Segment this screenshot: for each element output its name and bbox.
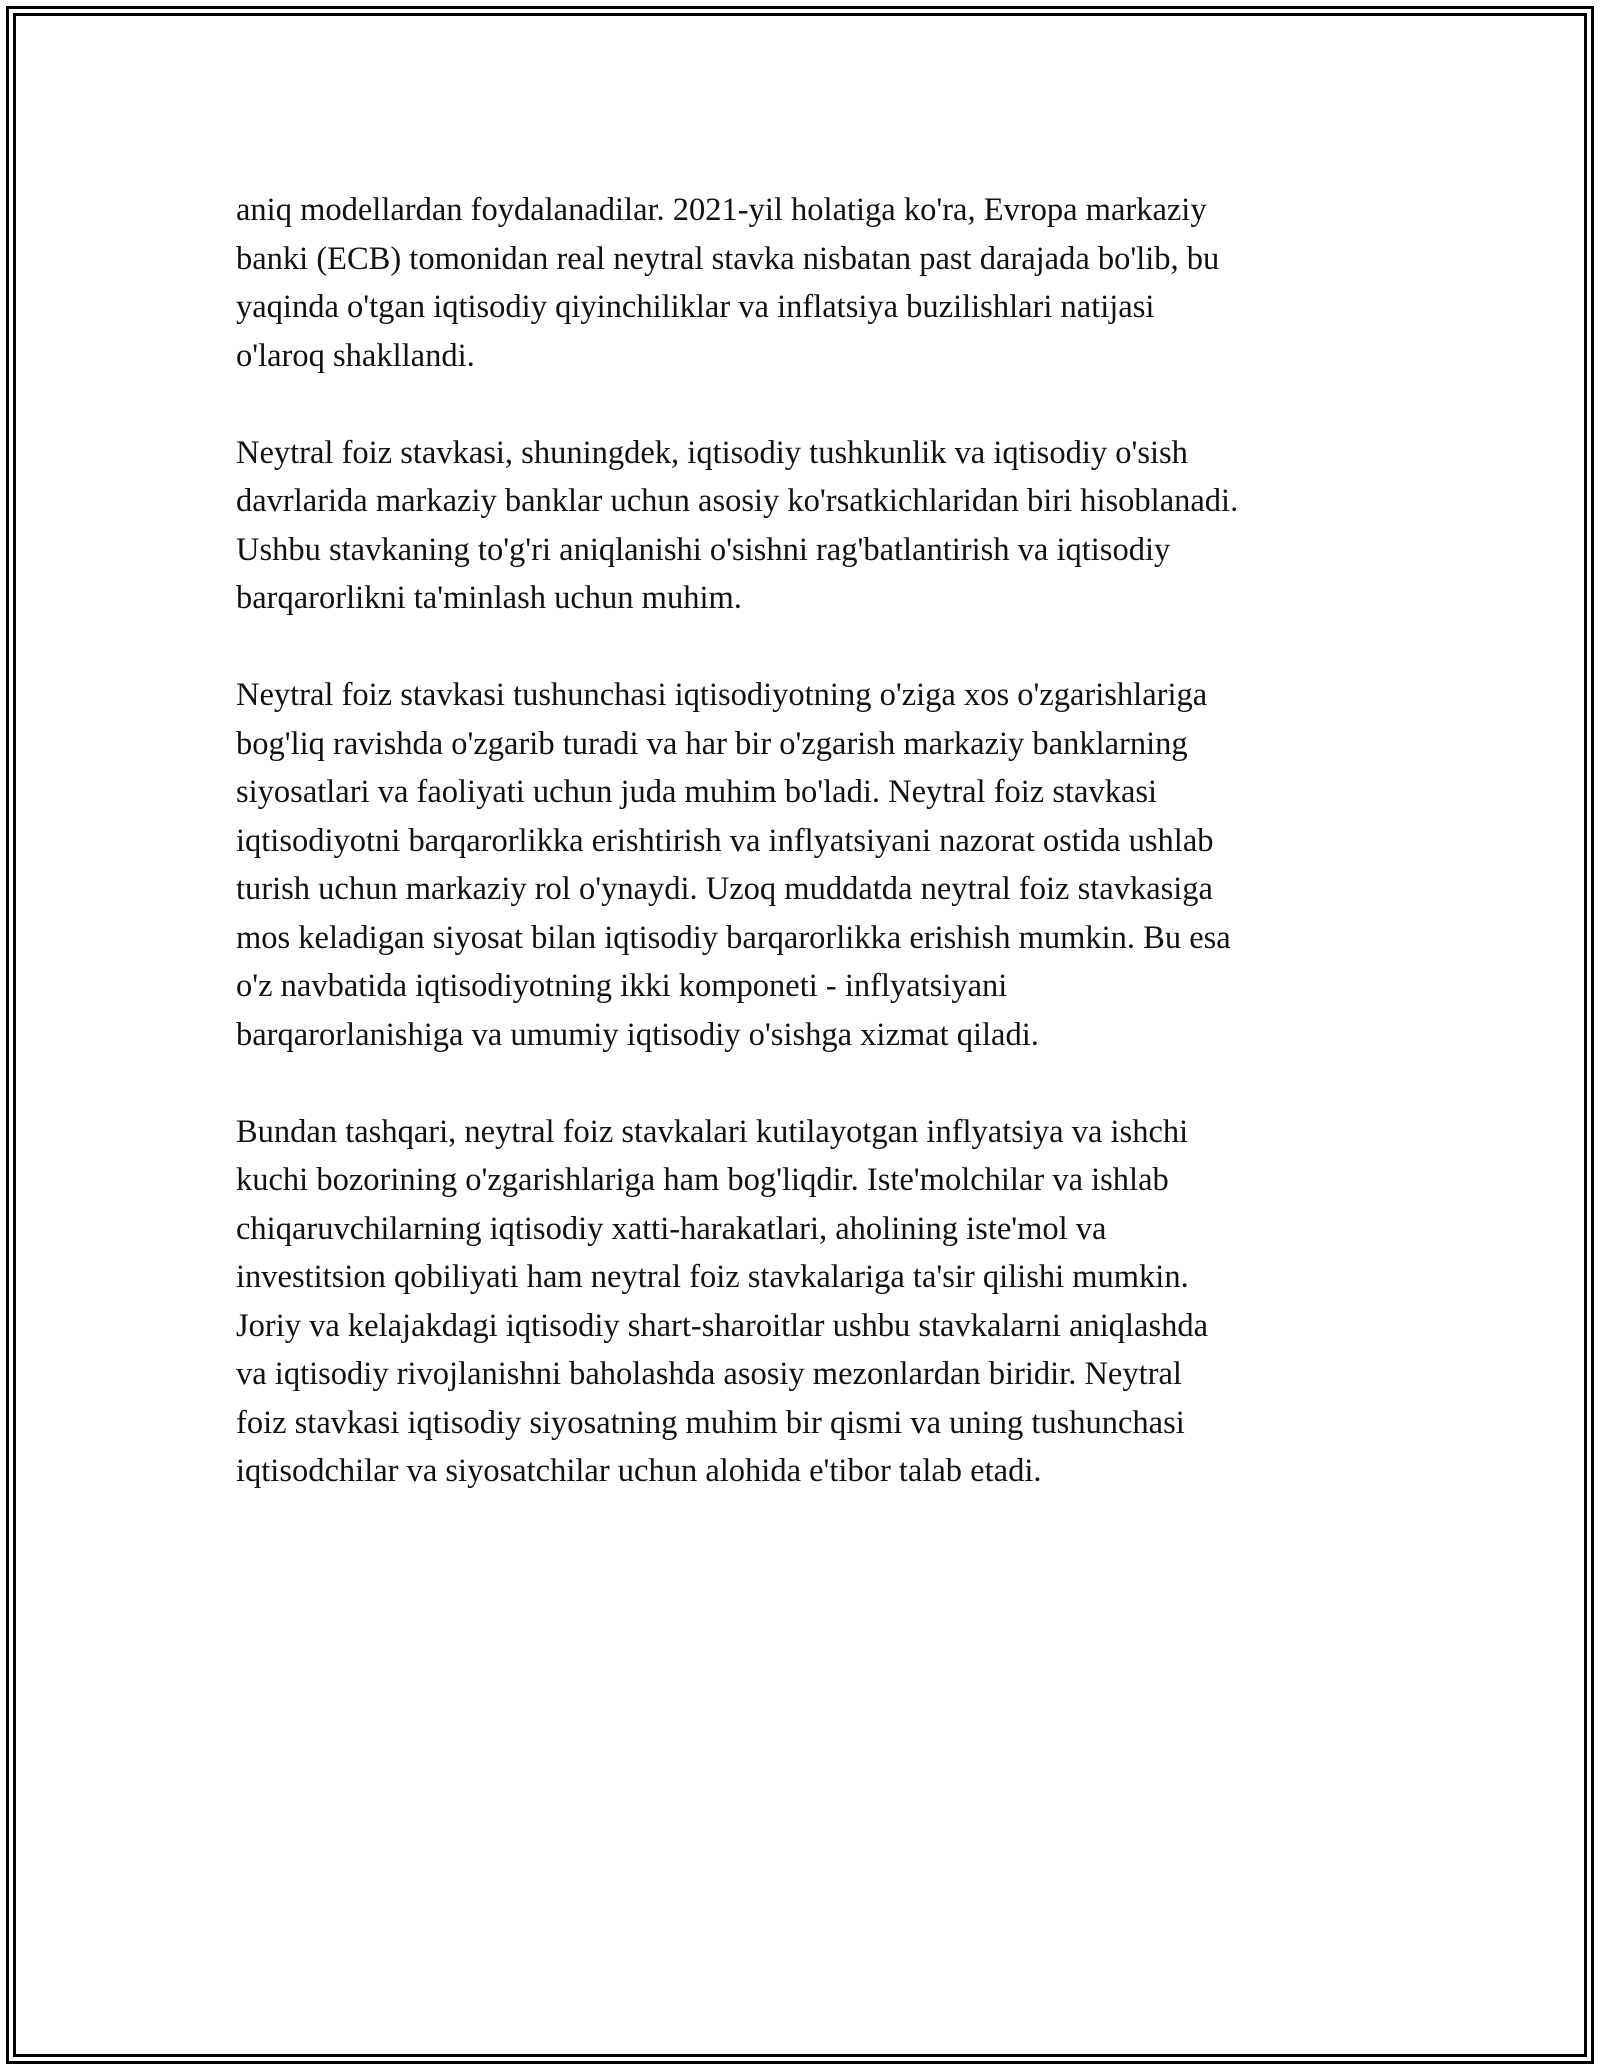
paragraph-3: [236, 671, 1386, 1059]
text-line: bog'liq ravishda o'zgarib turadi va har bir o'zgarish markaziy banklarning: [236, 725, 1188, 762]
text-line: siyosatlari va faoliyati uchun juda muhim bo'ladi. Neytral foiz stavkasi: [236, 774, 1158, 810]
text-line: Neytral foiz stavkasi, shuningdek, iqtisodiy tushkunlik va iqtisodiy o'sish: [236, 434, 1188, 471]
text-line: foiz stavkasi iqtisodiy siyosatning muhim bir qismi va uning tushunchasi: [236, 1404, 1185, 1441]
text-line: iqtisodchilar va siyosatchilar uchun alohida e'tibor talab etadi.: [236, 1453, 1042, 1489]
text-line: Joriy va kelajakdagi iqtisodiy shart-sharoitlar ushbu stavkalarni aniqlashda: [236, 1307, 1209, 1344]
text-line: aniq modellardan foydalanadilar. 2021-yil holatiga ko'ra, Evropa markaziy: [236, 192, 1207, 228]
paragraph-2: [236, 429, 1386, 623]
text-line: Ushbu stavkaning to'g'ri aniqlanishi o'sishni rag'batlantirish va iqtisodiy: [236, 531, 1171, 568]
text-line: yaqinda o'tgan iqtisodiy qiyinchiliklar va inflatsiya buzilishlari natijasi: [236, 289, 1155, 325]
paragraph-1: [236, 186, 1386, 380]
text-line: banki (ECB) tomonidan real neytral stavka nisbatan past darajada bo'lib, bu: [236, 240, 1220, 277]
text-line: iqtisodiyotni barqarorlikka erishtirish va inflyatsiyani nazorat ostida ushlab: [236, 822, 1214, 859]
text-line: o'laroq shakllandi.: [236, 337, 475, 374]
text-line: turish uchun markaziy rol o'ynaydi. Uzoq muddatda neytral foiz stavkasiga: [236, 871, 1213, 907]
text-line: Neytral foiz stavkasi tushunchasi iqtisodiyotning o'ziga xos o'zgarishlariga: [236, 677, 1208, 713]
text-line: mos keladigan siyosat bilan iqtisodiy barqarorlikka erishish mumkin. Bu esa: [236, 919, 1231, 956]
text-line: o'z navbatida iqtisodiyotning ikki komponeti - inflyatsiyani: [236, 968, 1008, 1004]
paragraph-4: [236, 1108, 1386, 1496]
document-body: [236, 186, 1386, 1544]
text-line: chiqaruvchilarning iqtisodiy xatti-harakatlari, aholining iste'mol va: [236, 1210, 1107, 1247]
text-line: Bundan tashqari, neytral foiz stavkalari kutilayotgan inflyatsiya va ishchi: [236, 1113, 1189, 1150]
text-line: davrlarida markaziy banklar uchun asosiy ko'rsatkichlaridan biri hisoblanadi.: [236, 483, 1239, 519]
text-line: barqarorlanishiga va umumiy iqtisodiy o'sishga xizmat qiladi.: [236, 1016, 1039, 1053]
text-line: kuchi bozorining o'zgarishlariga ham bog'liqdir. Iste'molchilar va ishlab: [236, 1162, 1169, 1198]
text-line: barqarorlikni ta'minlash uchun muhim.: [236, 580, 742, 616]
text-line: va iqtisodiy rivojlanishni baholashda asosiy mezonlardan biridir. Neytral: [236, 1356, 1182, 1392]
text-line: investitsion qobiliyati ham neytral foiz stavkalariga ta'sir qilishi mumkin.: [236, 1259, 1189, 1295]
